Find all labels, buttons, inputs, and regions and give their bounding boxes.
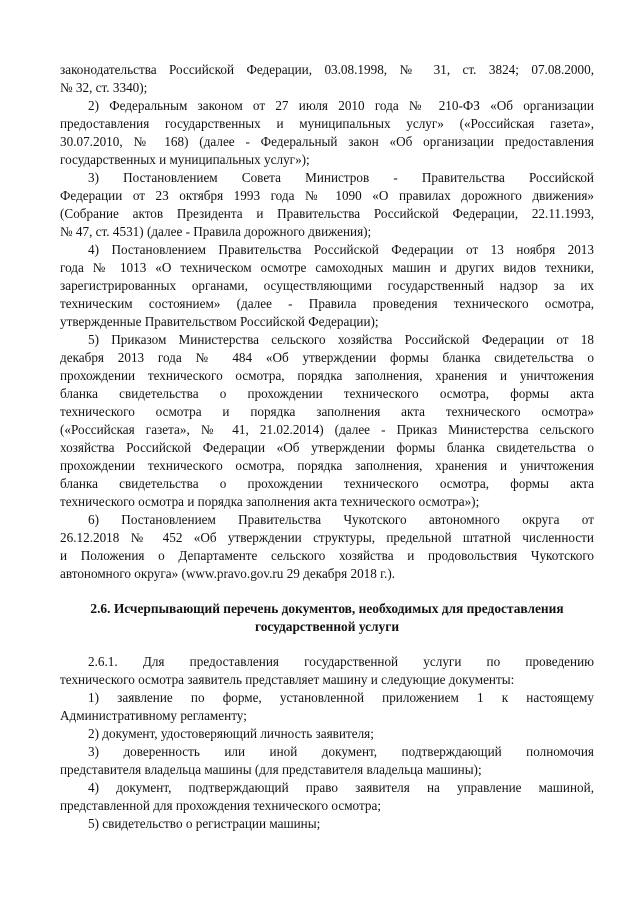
text-line: 3) Постановлением Совета Министров - Правительства Российской [88, 170, 594, 185]
text-line: 26.12.2018 № 452 «Об утверждении структуры, предельной штатной численности [60, 530, 594, 545]
text-line: прохождении технического осмотра, порядка заполнения, хранения и уничтожения [60, 368, 594, 383]
text-line: предоставления государственных и муниципальных услуг» («Российская газета», [60, 116, 594, 131]
text-line: 5) свидетельство о регистрации машины; [88, 816, 321, 831]
text-line: представителя владельца машины (для представителя владельца машины); [60, 762, 482, 777]
text-line: 2) Федеральным законом от 27 июля 2010 года № 210-ФЗ «Об организации [88, 98, 594, 113]
text-line: прохождении технического осмотра, порядка заполнения, хранения и уничтожения [60, 458, 594, 473]
text-line: Административному регламенту; [60, 708, 247, 723]
text-line: («Российская газета», № 41, 21.02.2014) (далее - Приказ Министерства сельского [60, 422, 594, 437]
text-line: утвержденные Правительством Российской Федерации); [60, 314, 379, 329]
text-line: года № 1013 «О техническом осмотре самоходных машин и других видов техники, [60, 260, 594, 275]
text-line: технического осмотра и порядка заполнения акта технического осмотра» [60, 404, 594, 419]
text-line: хозяйства Российской Федерации «Об утверждении формы бланка свидетельства о [60, 440, 594, 455]
text-line: (Собрание актов Президента и Правительства Российской Федерации, 22.11.1993, [60, 206, 594, 221]
text-line: законодательства Российской Федерации, 03.08.1998, № 31, ст. 3824; 07.08.2000, [60, 62, 594, 77]
text-line: 2.6.1. Для предоставления государственной услуги по проведению [88, 654, 594, 669]
text-line: 2) документ, удостоверяющий личность заявителя; [88, 726, 374, 741]
text-line: 4) документ, подтверждающий право заявителя на управление машиной, [88, 780, 594, 795]
text-line: 3) доверенность или иной документ, подтверждающий полномочия [88, 744, 594, 759]
text-line: государственных и муниципальных услуг»); [60, 152, 310, 167]
text-line: технического осмотра и порядка заполнения акта технического осмотра»); [60, 494, 480, 509]
text-line: зарегистрированных органами, осуществляющими государственный надзор за их [60, 278, 594, 293]
heading-line: 2.6. Исчерпывающий перечень документов, необходимых для предоставления [90, 601, 564, 616]
text-line: 5) Приказом Министерства сельского хозяйства Российской Федерации от 18 [88, 332, 594, 347]
text-line: декабря 2013 года № 484 «Об утверждении формы бланка свидетельства о [60, 350, 594, 365]
text-line: бланка свидетельства о прохождении технического осмотра, формы акта [60, 476, 594, 491]
text-line: 4) Постановлением Правительства Российской Федерации от 13 ноября 2013 [88, 242, 594, 257]
text-line: технического осмотра заявитель представляет машину и следующие документы: [60, 672, 515, 687]
text-line: техническим состоянием» (далее - Правила проведения технического осмотра, [60, 296, 594, 311]
text-line: 1) заявление по форме, установленной приложением 1 к настоящему [88, 690, 594, 705]
text-line: автономного округа» (www.pravo.gov.ru 29 декабря 2018 г.). [60, 566, 396, 581]
text-line: и Положения о Департаменте сельского хозяйства и продовольствия Чукотского [60, 548, 594, 563]
text-line: № 32, ст. 3340); [60, 80, 148, 95]
text-line: 6) Постановлением Правительства Чукотского автономного округа от [88, 512, 594, 527]
heading-line: государственной услуги [254, 619, 400, 634]
text-line: представленной для прохождения технического осмотра; [60, 798, 381, 813]
text-line: бланка свидетельства о прохождении технического осмотра, формы акта [60, 386, 594, 401]
text-line: Федерации от 23 октября 1993 года № 1090 «О правилах дорожного движения» [60, 188, 594, 203]
text-line: № 47, ст. 4531) (далее - Правила дорожного движения); [60, 224, 372, 239]
text-line: 30.07.2010, № 168) (далее - Федеральный закон «Об организации предоставления [60, 134, 594, 149]
